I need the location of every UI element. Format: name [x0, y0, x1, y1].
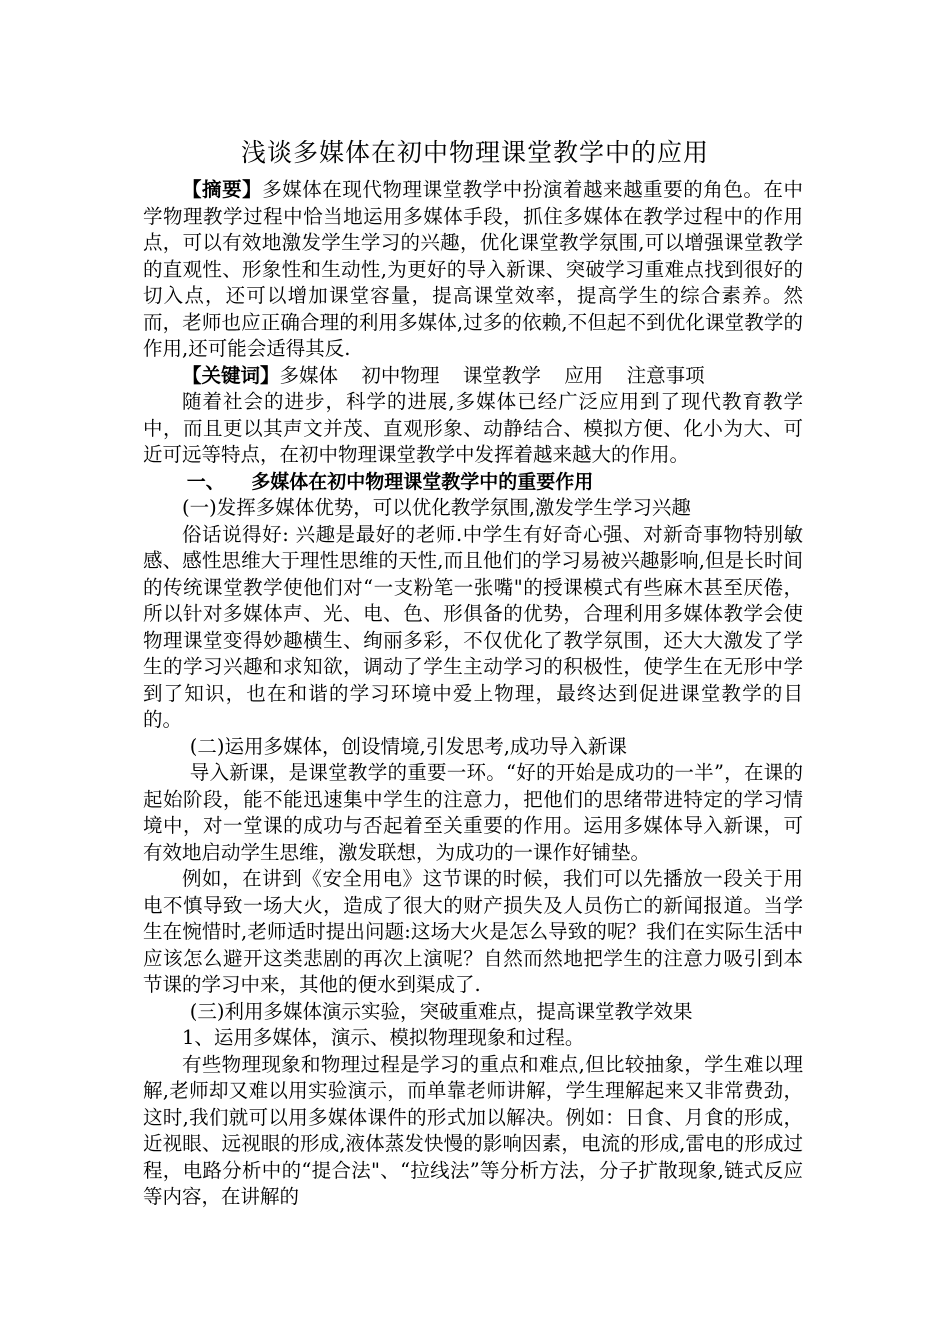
body-paragraph: 导入新课，是课堂教学的重要一环。“好的开始是成功的一半”，在课的起始阶段，能不能迅速集中学生的注意力，把他们的思绪带进特定的学习情境中，对一堂课的成功与否起着至关重要的作用。运用多媒体导入新课，可有效地启动学生思维，激发联想，为成功的一课作好铺垫。 [143, 761, 803, 864]
section-heading [143, 469, 803, 496]
keyword-item: 课堂教学 [462, 363, 541, 387]
keywords-paragraph [143, 363, 803, 390]
section-title: 多媒体在初中物理课堂教学中的重要作用 [251, 470, 594, 493]
keywords-label: 【关键词】 [182, 363, 280, 387]
keyword-item: 应用 [564, 363, 604, 387]
subsection-heading: (一)发挥多媒体优势，可以优化教学氛围,激发学生学习兴趣 [182, 496, 691, 519]
keyword-item: 多媒体 [279, 363, 339, 387]
subsection-heading: (二)运用多媒体，创设情境,引发思考,成功导入新课 [189, 734, 627, 758]
subsection-heading: (三)利用多媒体演示实验，突破重难点，提高课堂教学效果 [189, 999, 693, 1023]
body-paragraph: 例如，在讲到《安全用电》这节课的时候，我们可以先播放一段关于用电不慎导致一场大火，造成了很大的财产损失及人员伤亡的新闻报道。当学生在惋惜时,老师适时提出问题:这场大火是怎么导致的呢？我们在实际生活中应该怎么避开这类悲剧的再次上演呢？自然而然地把学生的注意力吸引到本节课的学习中来，其他的便水到渠成了. [143, 867, 803, 996]
list-item: 1、运用多媒体，演示、模拟物理现象和过程。 [182, 1026, 585, 1049]
body-paragraph: 有些物理现象和物理过程是学习的重点和难点,但比较抽象，学生难以理解,老师却又难以用实验演示，而单靠老师讲解，学生理解起来又非常费劲，这时,我们就可以用多媒体课件的形式加以解决。例如：日食、月食的形成，近视眼、远视眼的形成,液体蒸发快慢的影响因素，电流的形成,雷电的形成过程，电路分析中的“提合法"、“拉线法”等分析方法，分子扩散现象,链式反应等内容，在讲解的 [143, 1052, 803, 1208]
intro-paragraph: 随着社会的进步，科学的进展,多媒体已经广泛应用到了现代教育教学中，而且更以其声文并茂、直观形象、动静结合、模拟方便、化小为大、可近可远等特点，在初中物理课堂教学中发挥着越来越大的作用。 [143, 390, 803, 466]
keyword-item: 注意事项 [626, 363, 705, 387]
document-title: 浅谈多媒体在初中物理课堂教学中的应用 [240, 138, 709, 167]
abstract-text: 多媒体在现代物理课堂教学中扮演着越来越重要的角色。在中学物理教学过程中恰当地运用多媒体手段，抓住多媒体在教学过程中的作用点，可以有效地激发学生学习的兴趣，优化课堂教学氛围,可以增强课堂教学的直观性、形象性和生动性,为更好的导入新课、突破学习重难点找到很好的切入点，还可以增加课堂容量，提高课堂效率，提高学生的综合素养。然而，老师也应正确合理的利用多媒体,过多的依赖,不但起不到优化课堂教学的作用,还可能会适得其反. [143, 178, 803, 360]
abstract-label: 【摘要】 [182, 178, 263, 201]
document-body [143, 177, 803, 1211]
section-number: 一、 [186, 470, 225, 493]
keyword-item: 初中物理 [361, 363, 440, 387]
abstract-paragraph [143, 177, 803, 363]
body-paragraph: 俗话说得好: 兴趣是最好的老师.中学生有好奇心强、对新奇事物特别敏感、感性思维大于理性思维的天性,而且他们的学习易被兴趣影响,但是长时间的传统课堂教学使他们对“一支粉笔一张嘴"的授课模式有些麻木甚至厌倦，所以针对多媒体声、光、电、色、形俱备的优势，合理利用多媒体教学会使物理课堂变得妙趣横生、绚丽多彩，不仅优化了教学氛围，还大大激发了学生的学习兴趣和求知欲，调动了学生主动学习的积极性，使学生在无形中学到了知识，也在和谐的学习环境中爱上物理，最终达到促进课堂教学的目的。 [143, 522, 803, 731]
